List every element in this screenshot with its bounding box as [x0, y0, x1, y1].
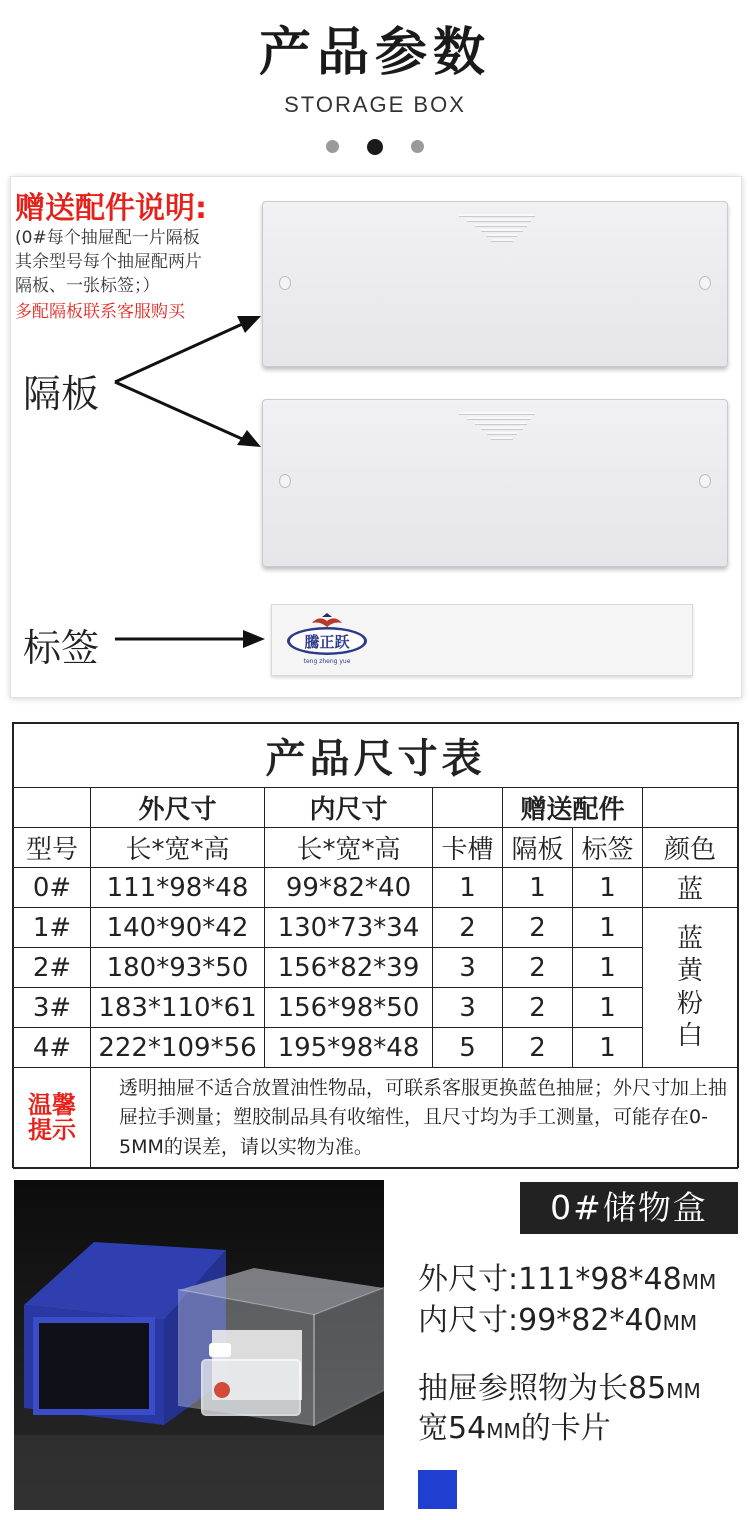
accessories-title: 赠送配件说明:	[15, 191, 207, 226]
accessories-line: 其余型号每个抽屉配两片	[15, 252, 202, 272]
table-cell: 195*98*48	[265, 1028, 433, 1068]
outer-size-spec: 外尺寸:111*98*48MM	[418, 1262, 717, 1297]
tip-label: 温馨提示	[14, 1068, 91, 1169]
table-cell: 1	[573, 1028, 643, 1068]
table-cell: 1	[433, 868, 503, 908]
table-row	[14, 1028, 738, 1068]
outer-size-header: 外尺寸	[91, 788, 265, 828]
carousel-dot-active[interactable]	[367, 139, 383, 155]
table-cell: 5	[433, 1028, 503, 1068]
table-title: 产品尺寸表	[14, 724, 738, 788]
table-cell: 2	[433, 908, 503, 948]
table-cell: 1	[503, 868, 573, 908]
table-cell: 1	[573, 948, 643, 988]
column-header: 标签	[573, 828, 643, 868]
tag-label: 标签	[23, 626, 100, 670]
divider-label: 隔板	[23, 372, 100, 416]
carousel-dots	[0, 140, 750, 155]
table-cell: 0#	[14, 868, 91, 908]
table-row	[14, 908, 738, 948]
page-title: 产品参数	[258, 23, 491, 83]
page-subtitle: STORAGE BOX	[284, 92, 466, 117]
color-group-cell	[643, 908, 738, 1068]
column-header: 颜色	[643, 828, 738, 868]
column-header: 型号	[14, 828, 91, 868]
table-cell: 140*90*42	[91, 908, 265, 948]
color-swatch[interactable]	[418, 1470, 457, 1509]
table-cell: 1	[573, 908, 643, 948]
accessories-line: 隔板、一张标签；）	[15, 276, 160, 296]
table-cell: 3	[433, 948, 503, 988]
table-cell: 156*98*50	[265, 988, 433, 1028]
table-cell: 1	[573, 868, 643, 908]
reference-line-1: 抽屉参照物为长85MM	[418, 1371, 701, 1406]
column-header: 卡槽	[433, 828, 503, 868]
color-cell: 蓝	[643, 868, 738, 908]
table-cell: 2	[503, 988, 573, 1028]
table-cell: 111*98*48	[91, 868, 265, 908]
color-option: 蓝	[676, 923, 703, 954]
label-tag	[271, 604, 693, 676]
accessories-red-line: 多配隔板联系客服购买	[15, 302, 185, 322]
reference-line-2: 宽54MM的卡片	[418, 1411, 611, 1446]
divider-plate	[262, 399, 728, 567]
table-cell: 1#	[14, 908, 91, 948]
color-option: 白	[676, 1021, 703, 1051]
storage-box-illustration	[14, 1180, 384, 1510]
product-badge: 0#储物盒	[520, 1182, 738, 1234]
gift-header: 赠送配件	[503, 788, 643, 828]
color-option: 黄	[676, 956, 703, 986]
table-cell: 2	[503, 948, 573, 988]
table-row	[14, 868, 738, 908]
table-cell: 3	[433, 988, 503, 1028]
table-cell: 99*82*40	[265, 868, 433, 908]
size-table	[12, 722, 739, 1168]
table-row	[14, 988, 738, 1028]
logo-subtext: teng zheng yue	[303, 658, 351, 665]
table-cell: 2	[503, 1028, 573, 1068]
accessories-line: (0#每个抽屉配一片隔板	[15, 228, 200, 248]
table-row	[14, 948, 738, 988]
product-photo	[14, 1180, 384, 1510]
table-cell: 3#	[14, 988, 91, 1028]
column-header: 长*宽*高	[91, 828, 265, 868]
accessories-panel	[10, 176, 742, 698]
table-cell: 130*73*34	[265, 908, 433, 948]
divider-plate	[262, 201, 728, 367]
table-cell: 183*110*61	[91, 988, 265, 1028]
table-cell: 156*82*39	[265, 948, 433, 988]
table-cell: 222*109*56	[91, 1028, 265, 1068]
brand-logo-icon	[282, 611, 372, 667]
table-cell: 180*93*50	[91, 948, 265, 988]
table-cell: 4#	[14, 1028, 91, 1068]
carousel-dot[interactable]	[326, 140, 339, 153]
table-cell: 1	[573, 988, 643, 1028]
tip-text: 透明抽屉不适合放置油性物品，可联系客服更换蓝色抽屉；外尺寸加上抽屉拉手测量；塑胶制品具有收缩性，且尺寸均为手工测量，可能存在0-5MM的误差，请以实物为准。	[91, 1068, 738, 1169]
inner-size-spec: 内尺寸:99*82*40MM	[418, 1303, 698, 1338]
color-option: 粉	[676, 988, 703, 1019]
column-header: 长*宽*高	[265, 828, 433, 868]
carousel-dot[interactable]	[411, 140, 424, 153]
table-cell: 2	[503, 908, 573, 948]
logo-text: 騰正跃	[304, 633, 350, 651]
inner-size-header: 内尺寸	[265, 788, 433, 828]
column-header: 隔板	[503, 828, 573, 868]
table-cell: 2#	[14, 948, 91, 988]
